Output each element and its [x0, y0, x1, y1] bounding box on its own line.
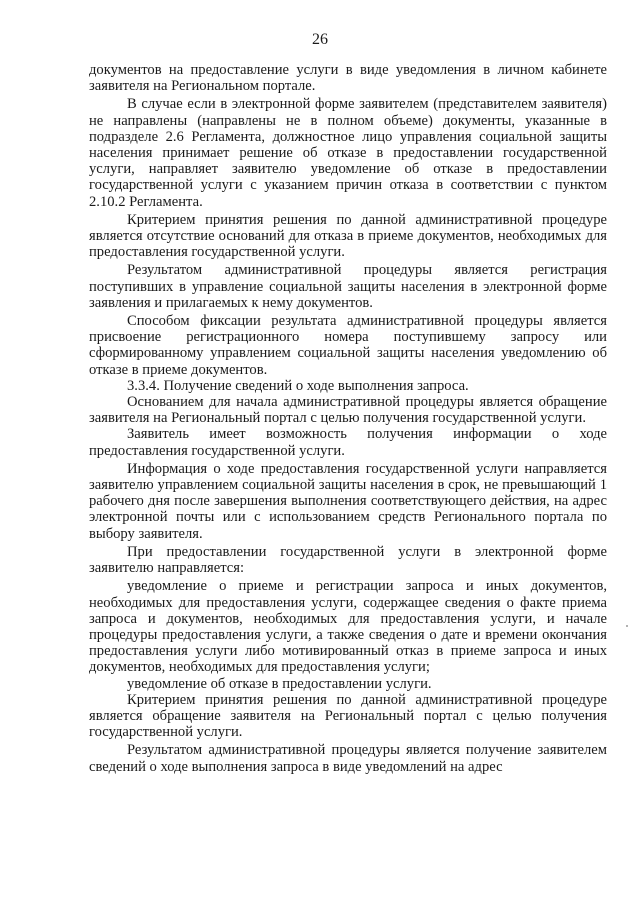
- paragraph: Критерием принятия решения по данной административной процедуре является отсутствие оснований для отказа в приеме документов, необходимых для предоставления государственной услуги.: [89, 211, 607, 261]
- margin-speck: [626, 625, 628, 627]
- paragraph: При предоставлении государственной услуги в электронной форме заявителю направляется:: [89, 543, 607, 577]
- paragraph: Способом фиксации результата административной процедуры является присвоение регистрационного номера поступившему запросу или сформированному управлением социальной защиты населения уведомлению об отказе в приеме документов.: [89, 313, 607, 378]
- list-item: уведомление об отказе в предоставлении услуги.: [127, 675, 432, 692]
- paragraph: Результатом административной процедуры является получение заявителем сведений о ходе выполнения запроса в виде уведомлений на адрес: [89, 742, 607, 775]
- section-heading: 3.3.4. Получение сведений о ходе выполнения запроса.: [127, 377, 469, 394]
- document-body: [89, 62, 607, 775]
- page-number: 26: [312, 31, 328, 48]
- paragraph: В случае если в электронной форме заявителем (представителем заявителя) не направлены (направлены не в полном объеме) документы, указанные в подразделе 2.6 Регламента, должностное лицо управления социальной защиты населения принимает решение об отказе в предоставлении государственной услуги, направляет заявителю уведомление об отказе в предоставлении государственной услуги с указанием причин отказа в соответствии с пунктом 2.10.2 Регламента.: [89, 96, 607, 210]
- paragraph: документов на предоставление услуги в виде уведомления в личном кабинете заявителя на Региональном портале.: [89, 62, 607, 95]
- paragraph: Заявитель имеет возможность получения информации о ходе предоставления государственной услуги.: [89, 426, 607, 459]
- list-item: уведомление о приеме и регистрации запроса и иных документов, необходимых для предоставления услуги, содержащее сведения о факте приема запроса и документов, необходимых для предоставления услуги, и начале процедуры предоставления услуги, а также сведения о дате и времени окончания предоставления услуги либо мотивированный отказ в приеме запроса и иных документов, необходимых для предоставления услуги;: [89, 578, 607, 676]
- paragraph: Основанием для начала административной процедуры является обращение заявителя на Региональный портал с целью получения государственной услуги.: [89, 394, 607, 427]
- paragraph: Информация о ходе предоставления государственной услуги направляется заявителю управлением социальной защиты населения в срок, не превышающий 1 рабочего дня после завершения выполнения соответствующего действия, на адрес электронной почты или с использованием средств Регионального портала по выбору заявителя.: [89, 460, 607, 542]
- paragraph: Результатом административной процедуры является регистрация поступивших в управление социальной защиты населения в электронной форме заявления и прилагаемых к нему документов.: [89, 262, 607, 311]
- paragraph: Критерием принятия решения по данной административной процедуре является обращение заявителя на Региональный портал с целью получения государственной услуги.: [89, 691, 607, 741]
